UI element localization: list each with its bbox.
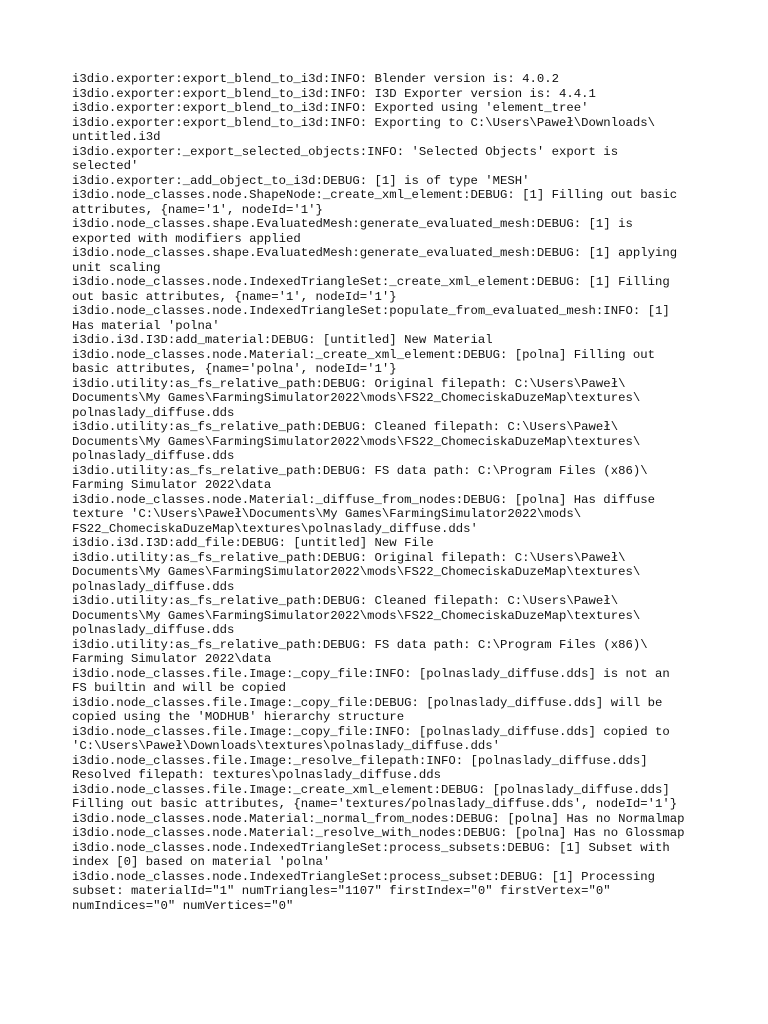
log-line: i3dio.exporter:_export_selected_objects:INFO: 'Selected Objects' export is — [72, 144, 619, 159]
log-line: i3dio.utility:as_fs_relative_path:DEBUG: FS data path: C:\Program Files (x86)\ — [72, 637, 648, 652]
log-line: unit scaling — [72, 260, 161, 275]
log-line: i3dio.node_classes.node.Material:_normal_from_nodes:DEBUG: [polna] Has no Normalmap — [72, 811, 685, 826]
log-line: i3dio.utility:as_fs_relative_path:DEBUG: Original filepath: C:\Users\Paweł\ — [72, 376, 626, 391]
log-line: i3dio.node_classes.file.Image:_resolve_filepath:INFO: [polnaslady_diffuse.dds] — [72, 753, 648, 768]
log-line: i3dio.utility:as_fs_relative_path:DEBUG: Cleaned filepath: C:\Users\Paweł\ — [72, 420, 619, 434]
log-line: Has material 'polna' — [72, 318, 220, 333]
log-line: exported with modifiers applied — [72, 231, 301, 246]
log-line: basic attributes, {name='polna', nodeId='1'} — [72, 362, 397, 376]
log-line: i3dio.exporter:export_blend_to_i3d:INFO: Blender version is: 4.0.2 — [72, 72, 560, 86]
log-line: i3dio.utility:as_fs_relative_path:DEBUG: Original filepath: C:\Users\Paweł\ — [72, 550, 626, 565]
log-line: i3dio.node_classes.node.IndexedTriangleSet:process_subsets:DEBUG: [1] Subset with — [72, 840, 670, 855]
export-log — [72, 72, 702, 913]
log-line: Farming Simulator 2022\data — [72, 478, 272, 492]
log-line: i3dio.node_classes.file.Image:_copy_file:INFO: [polnaslady_diffuse.dds] copied to — [72, 724, 670, 739]
log-line: i3dio.utility:as_fs_relative_path:DEBUG: Cleaned filepath: C:\Users\Paweł\ — [72, 594, 619, 608]
log-line: selected' — [72, 159, 139, 173]
log-line: FS builtin and will be copied — [72, 681, 287, 695]
log-line: Documents\My Games\FarmingSimulator2022\mods\FS22_ChomeciskaDuzeMap\textures\ — [72, 565, 641, 579]
log-line: i3dio.node_classes.node.IndexedTriangleSet:_create_xml_element:DEBUG: [1] Filling — [72, 275, 670, 289]
log-line: FS22_ChomeciskaDuzeMap\textures\polnaslady_diffuse.dds' — [72, 521, 478, 536]
log-line: i3dio.i3d.I3D:add_material:DEBUG: [untitled] New Material — [72, 333, 493, 347]
log-line: copied using the 'MODHUB' hierarchy structure — [72, 710, 405, 724]
log-line: i3dio.node_classes.shape.EvaluatedMesh:generate_evaluated_mesh:DEBUG: [1] applying — [72, 246, 678, 260]
log-line: i3dio.exporter:export_blend_to_i3d:INFO: Exporting to C:\Users\Paweł\Downloads\ — [72, 115, 655, 130]
log-line: polnaslady_diffuse.dds — [72, 579, 235, 594]
log-line: Resolved filepath: textures\polnaslady_diffuse.dds — [72, 768, 441, 782]
log-line: Documents\My Games\FarmingSimulator2022\mods\FS22_ChomeciskaDuzeMap\textures\ — [72, 434, 641, 449]
log-line: untitled.i3d — [72, 130, 161, 144]
log-line: i3dio.node_classes.node.Material:_resolve_with_nodes:DEBUG: [polna] Has no Glossmap — [72, 826, 685, 840]
log-line: Documents\My Games\FarmingSimulator2022\mods\FS22_ChomeciskaDuzeMap\textures\ — [72, 391, 641, 405]
log-line: 'C:\Users\Paweł\Downloads\textures\polnaslady_diffuse.dds' — [72, 739, 501, 753]
log-line: subset: materialId="1" numTriangles="1107" firstIndex="0" firstVertex="0" — [72, 884, 611, 898]
log-line: polnaslady_diffuse.dds — [72, 405, 235, 420]
log-line: i3dio.node_classes.node.Material:_create_xml_element:DEBUG: [polna] Filling out — [72, 347, 655, 362]
log-line: i3dio.node_classes.file.Image:_create_xml_element:DEBUG: [polnaslady_diffuse.dds] — [72, 782, 670, 797]
log-line: i3dio.node_classes.file.Image:_copy_file:DEBUG: [polnaslady_diffuse.dds] will be — [72, 695, 663, 710]
log-line: i3dio.exporter:_add_object_to_i3d:DEBUG: [1] is of type 'MESH' — [72, 173, 530, 188]
log-line: Farming Simulator 2022\data — [72, 652, 272, 666]
log-line: index [0] based on material 'polna' — [72, 855, 331, 869]
log-line: polnaslady_diffuse.dds — [72, 449, 235, 463]
log-line: i3dio.exporter:export_blend_to_i3d:INFO: I3D Exporter version is: 4.4.1 — [72, 86, 596, 101]
log-line: i3dio.i3d.I3D:add_file:DEBUG: [untitled] New File — [72, 536, 434, 550]
log-line: i3dio.node_classes.shape.EvaluatedMesh:generate_evaluated_mesh:DEBUG: [1] is — [72, 217, 633, 231]
log-line: i3dio.node_classes.node.IndexedTriangleSet:populate_from_evaluated_mesh:INFO: [1] — [72, 304, 670, 318]
log-line: i3dio.node_classes.node.Material:_diffuse_from_nodes:DEBUG: [polna] Has diffuse — [72, 492, 655, 507]
log-line: Filling out basic attributes, {name='textures/polnaslady_diffuse.dds', nodeId='1'} — [72, 797, 678, 811]
log-line: numIndices="0" numVertices="0" — [72, 898, 294, 913]
log-line: texture 'C:\Users\Paweł\Documents\My Games\FarmingSimulator2022\mods\ — [72, 507, 582, 521]
log-line: attributes, {name='1', nodeId='1'} — [72, 202, 323, 217]
log-line: i3dio.node_classes.file.Image:_copy_file:INFO: [polnaslady_diffuse.dds] is not an — [72, 666, 670, 681]
log-line: i3dio.exporter:export_blend_to_i3d:INFO: Exported using 'element_tree' — [72, 101, 589, 115]
log-line: out basic attributes, {name='1', nodeId='1'} — [72, 289, 397, 304]
log-line: i3dio.node_classes.node.ShapeNode:_create_xml_element:DEBUG: [1] Filling out basic — [72, 188, 678, 202]
log-line: Documents\My Games\FarmingSimulator2022\mods\FS22_ChomeciskaDuzeMap\textures\ — [72, 608, 641, 623]
log-line: i3dio.node_classes.node.IndexedTriangleSet:process_subset:DEBUG: [1] Processing — [72, 869, 655, 884]
log-line: polnaslady_diffuse.dds — [72, 623, 235, 637]
log-line: i3dio.utility:as_fs_relative_path:DEBUG: FS data path: C:\Program Files (x86)\ — [72, 463, 648, 478]
